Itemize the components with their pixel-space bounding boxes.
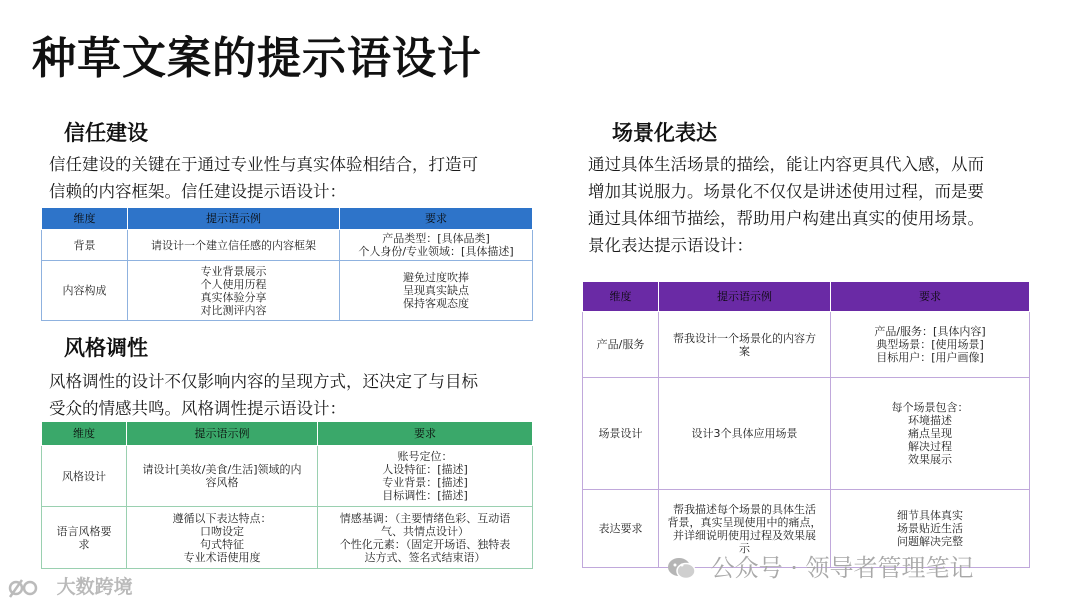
style-text [49, 368, 539, 422]
scene-text-line: 增加其说服力。场景化不仅仅是讲述使用过程，而是要 [588, 182, 984, 201]
table-header-requirement: 要求 [831, 282, 1030, 312]
cell-dimension: 场景设计 [583, 378, 659, 490]
cell-requirement: 细节具体真实 场景贴近生活 问题解决完整 [831, 490, 1030, 568]
table-row [42, 261, 533, 321]
page-title: 种草文案的提示语设计 [32, 33, 482, 84]
cell-dimension: 内容构成 [42, 261, 128, 321]
cell-example: 帮我描述每个场景的具体生活 背景，真实呈现使用中的痛点， 并详细说明使用过程及效果展 示 [659, 490, 831, 568]
table-row [42, 230, 533, 261]
table-header-dimension: 维度 [42, 208, 128, 230]
cell-dimension: 语言风格要 求 [42, 507, 127, 569]
cell-requirement: 避免过度吹捧 呈现真实缺点 保持客观态度 [340, 261, 533, 321]
cell-example: 请设计一个建立信任感的内容框架 [128, 230, 340, 261]
cell-example: 遵循以下表达特点： 口吻设定 句式特征 专业术语使用度 [127, 507, 318, 569]
watermark-right [667, 548, 974, 583]
trust-heading: 信任建设 [64, 121, 148, 145]
trust-table [41, 207, 533, 321]
style-table [41, 421, 533, 569]
table-header-example: 提示语示例 [127, 422, 318, 446]
table-header-requirement: 要求 [340, 208, 533, 230]
table-header-dimension: 维度 [583, 282, 659, 312]
cell-requirement: 账号定位： 人设特征：[描述] 专业背景：[描述] 目标调性：[描述] [318, 446, 533, 507]
table-row [583, 378, 1030, 490]
scene-text-line: 景化表达提示语设计： [588, 236, 753, 255]
cell-dimension: 表达要求 [583, 490, 659, 568]
cell-requirement: 每个场景包含： 环境描述 痛点呈现 解决过程 效果展示 [831, 378, 1030, 490]
scene-table [582, 281, 1030, 568]
cell-dimension: 背景 [42, 230, 128, 261]
scene-text-line: 通过具体生活场景的描绘，能让内容更具代入感，从而 [588, 155, 984, 174]
trust-text-line: 信任建设的关键在于通过专业性与真实体验相结合，打造可 [49, 155, 478, 174]
cell-example: 设计3个具体应用场景 [659, 378, 831, 490]
style-heading: 风格调性 [64, 336, 148, 360]
cell-requirement: 产品/服务：[具体内容] 典型场景：[使用场景] 目标用户：[用户画像] [831, 312, 1030, 378]
table-row [583, 312, 1030, 378]
table-header-requirement: 要求 [318, 422, 533, 446]
style-text-line: 受众的情感共鸣。风格调性提示语设计： [49, 399, 346, 418]
scene-text [588, 151, 1038, 259]
watermark-left-text: 大数跨境 [56, 576, 133, 598]
cell-dimension: 产品/服务 [583, 312, 659, 378]
table-row [42, 507, 533, 569]
watermark-right-text: 公众号 · 领导者管理笔记 [710, 554, 974, 582]
table-header-dimension: 维度 [42, 422, 127, 446]
cell-requirement: 情感基调：（主要情绪色彩、互动语 气、共情点设计） 个性化元素：（固定开场语、独特表 达方式、签名式结束语） [318, 507, 533, 569]
scene-text-line: 通过具体细节描绘，帮助用户构建出真实的使用场景。 [588, 209, 984, 228]
trust-text-line: 信赖的内容框架。信任建设提示语设计： [49, 182, 346, 201]
cell-example: 帮我设计一个场景化的内容方 案 [659, 312, 831, 378]
style-text-line: 风格调性的设计不仅影响内容的呈现方式，还决定了与目标 [49, 372, 478, 391]
table-row [42, 446, 533, 507]
trust-text [49, 151, 539, 205]
wechat-icon [667, 556, 697, 582]
cell-example: 请设计[美妆/美食/生活]领域的内 容风格 [127, 446, 318, 507]
cell-requirement: 产品类型：[具体品类] 个人身份/专业领域：[具体描述] [340, 230, 533, 261]
scene-heading: 场景化表达 [612, 121, 717, 145]
watermark-left [8, 572, 133, 599]
cell-example: 专业背景展示 个人使用历程 真实体验分享 对比测评内容 [128, 261, 340, 321]
table-header-example: 提示语示例 [659, 282, 831, 312]
brand-logo-icon [8, 577, 44, 599]
cell-dimension: 风格设计 [42, 446, 127, 507]
table-header-example: 提示语示例 [128, 208, 340, 230]
